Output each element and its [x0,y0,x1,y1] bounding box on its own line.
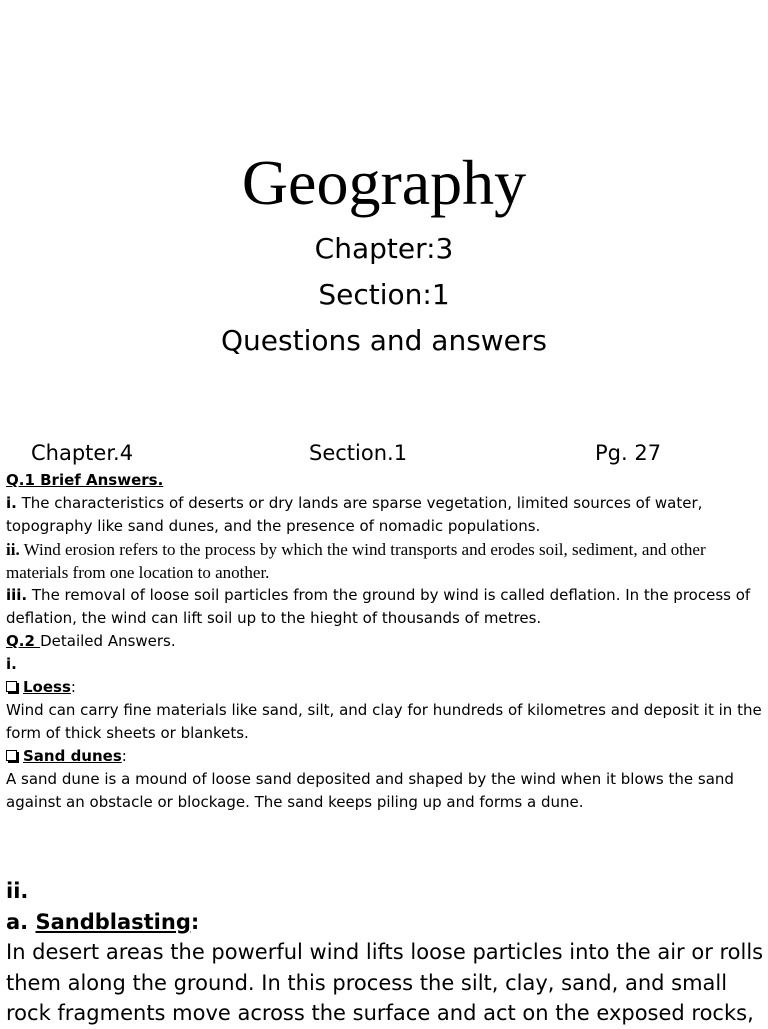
loess-colon: : [70,678,76,696]
chapter-subtitle: Chapter:3 [314,232,454,265]
header-page: Pg. 27 [595,441,662,465]
q1-answer-ii [6,538,764,584]
sandblasting-prefix: a. [6,909,36,934]
q2-heading-label: Q.2 [6,632,41,650]
sandblasting-text: In desert areas the powerful wind lifts loose particles into the air or rolls them along the ground. In this process the silt, clay, sand, and small rock fragments move across the surface and act on the exposed rocks, [6,940,764,1025]
q2-heading [6,630,764,653]
q1-i-text: The characteristics of deserts or dry lands are sparse vegetation, limited sources of water, topography like sand dunes, and the presence of nomadic populations. [6,494,703,535]
q1-answer-i [6,492,764,538]
dunes-colon: : [121,747,127,765]
q1-ii-text: Wind erosion refers to the process by which the wind transports and erodes soil, sediment, and other materials from one location to another. [6,540,706,582]
section-subtitle: Section:1 [318,278,450,311]
q2-i-label: i. [6,655,17,673]
q2-ii-label: ii. [6,879,29,903]
q1-heading: Q.1 Brief Answers. [6,471,164,489]
loess-text: Wind can carry fine materials like sand, silt, and clay for hundreds of kilometres and deposit it in the form of thick sheets or blankets. [6,701,762,742]
sandblasting-term-line [6,907,764,938]
dunes-text: A sand dune is a mound of loose sand deposited and shaped by the wind when it blows the sand against an obstacle or blockage. The sand keeps piling up and forms a dune. [6,770,734,811]
chapter-header-row [0,438,768,468]
answers-body [6,469,764,814]
dunes-term: Sand dunes [23,747,122,765]
checkbox-bullet-icon [6,750,17,761]
header-chapter: Chapter.4 [31,441,134,465]
q1-iii-label: iii. [6,586,28,604]
page-title: Geography [241,147,527,218]
checkbox-bullet-icon [6,681,17,692]
dunes-term-line [6,745,764,768]
q1-i-label: i. [6,494,17,512]
loess-term: Loess [23,678,71,696]
qa-subtitle: Questions and answers [220,324,548,357]
q1-iii-text: The removal of loose soil particles from the ground by wind is called deflation. In the process of deflation, the wind can lift soil up to the hieght of thousands of metres. [6,586,751,627]
sandblasting-section [6,876,764,1029]
q2-heading-text: Detailed Answers. [40,632,176,650]
loess-term-line [6,676,764,699]
header-section: Section.1 [309,441,408,465]
sandblasting-term: Sandblasting [35,909,191,934]
q1-answer-iii [6,584,764,630]
sandblasting-colon: : [190,909,200,934]
q1-ii-label: ii. [6,540,20,559]
